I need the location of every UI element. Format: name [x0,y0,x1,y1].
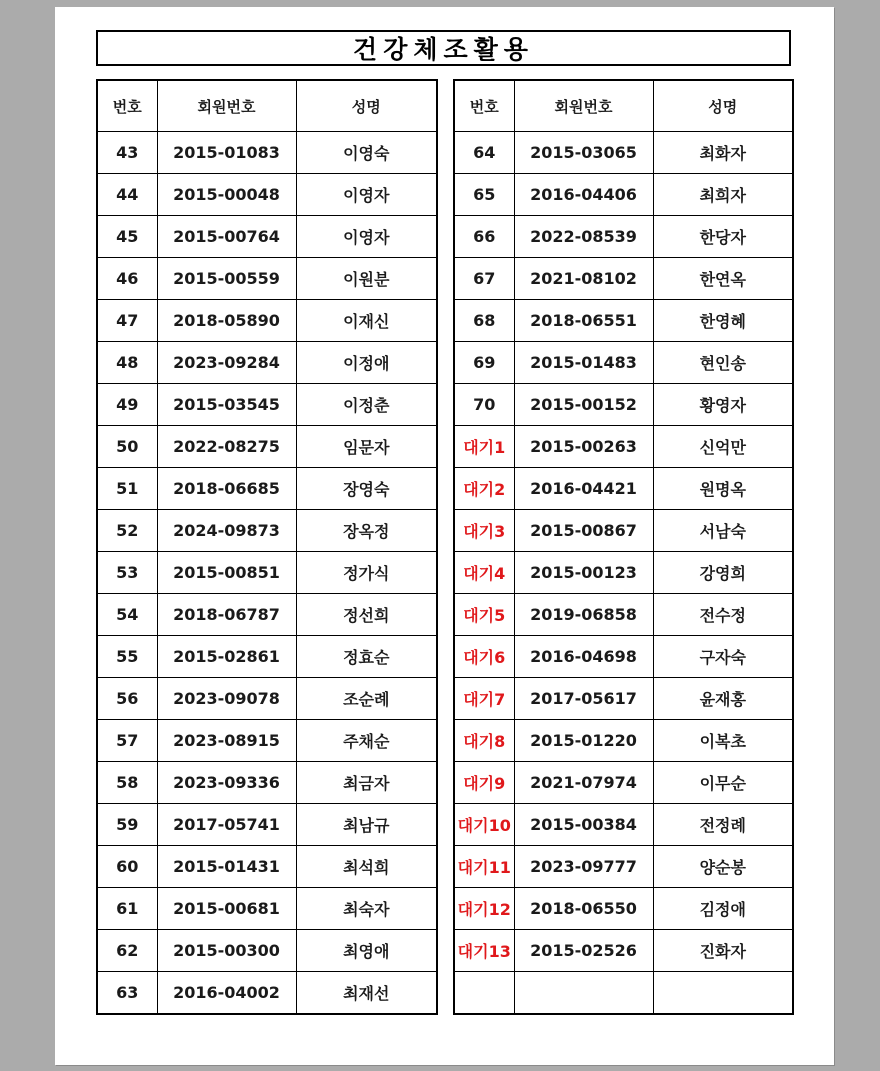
cell-no: 62 [97,930,157,972]
cell-member-id: 2015-01431 [157,846,296,888]
cell-no: 59 [97,804,157,846]
cell-no: 65 [454,174,514,216]
cell-member-id: 2023-09777 [514,846,653,888]
table-row [97,216,437,258]
cell-name: 강영희 [653,552,793,594]
cell-no: 70 [454,384,514,426]
table-row [97,888,437,930]
cell-name: 이영자 [296,216,437,258]
table-row [454,636,793,678]
cell-member-id: 2015-01220 [514,720,653,762]
cell-member-id: 2015-00263 [514,426,653,468]
cell-no: 47 [97,300,157,342]
cell-no: 대기4 [454,552,514,594]
cell-no: 64 [454,132,514,174]
header-no: 번호 [97,80,157,132]
cell-no: 57 [97,720,157,762]
document-title: 건강체조활용 [96,30,791,66]
cell-no: 대기3 [454,510,514,552]
table-row [454,804,793,846]
table-row [454,972,793,1015]
cell-member-id: 2015-03065 [514,132,653,174]
table-row [97,678,437,720]
cell-member-id: 2021-07974 [514,762,653,804]
header-name: 성명 [296,80,437,132]
cell-no: 69 [454,342,514,384]
cell-member-id: 2015-00681 [157,888,296,930]
cell-member-id: 2016-04421 [514,468,653,510]
cell-no: 대기11 [454,846,514,888]
cell-no: 대기6 [454,636,514,678]
cell-no: 58 [97,762,157,804]
cell-member-id: 2015-00152 [514,384,653,426]
cell-name: 이무순 [653,762,793,804]
roster-table-left [96,79,438,1015]
table-row [454,930,793,972]
cell-member-id: 2018-05890 [157,300,296,342]
cell-name: 이정애 [296,342,437,384]
cell-name: 주채순 [296,720,437,762]
cell-no [454,972,514,1015]
cell-member-id: 2016-04698 [514,636,653,678]
cell-name: 현인송 [653,342,793,384]
header-member-id: 회원번호 [514,80,653,132]
cell-no: 대기13 [454,930,514,972]
cell-member-id: 2016-04002 [157,972,296,1015]
table-row [97,552,437,594]
table-row [454,384,793,426]
table-row [97,930,437,972]
cell-no: 49 [97,384,157,426]
cell-no: 44 [97,174,157,216]
table-row [97,846,437,888]
table-row [97,342,437,384]
cell-name: 정가식 [296,552,437,594]
cell-name: 최재선 [296,972,437,1015]
table-row [97,972,437,1015]
table-row [454,258,793,300]
cell-name: 최숙자 [296,888,437,930]
cell-member-id: 2017-05617 [514,678,653,720]
cell-no: 대기1 [454,426,514,468]
cell-name: 최희자 [653,174,793,216]
cell-member-id: 2015-00048 [157,174,296,216]
cell-name: 이영자 [296,174,437,216]
cell-name: 김정애 [653,888,793,930]
cell-member-id: 2015-03545 [157,384,296,426]
table-row [97,720,437,762]
cell-name: 이영숙 [296,132,437,174]
cell-name: 윤재홍 [653,678,793,720]
cell-member-id: 2015-02861 [157,636,296,678]
table-row [454,342,793,384]
table-row [454,888,793,930]
cell-member-id: 2015-00851 [157,552,296,594]
cell-member-id: 2016-04406 [514,174,653,216]
cell-name: 임문자 [296,426,437,468]
cell-member-id: 2022-08539 [514,216,653,258]
table-row [97,384,437,426]
cell-name: 서남숙 [653,510,793,552]
cell-member-id: 2015-02526 [514,930,653,972]
table-row [97,804,437,846]
cell-name: 전정례 [653,804,793,846]
cell-no: 48 [97,342,157,384]
table-row [454,678,793,720]
cell-member-id: 2021-08102 [514,258,653,300]
cell-member-id: 2023-08915 [157,720,296,762]
cell-no: 46 [97,258,157,300]
cell-name: 최남규 [296,804,437,846]
cell-name: 진화자 [653,930,793,972]
cell-name: 황영자 [653,384,793,426]
cell-member-id: 2023-09078 [157,678,296,720]
roster-table-right [453,79,794,1015]
cell-no: 54 [97,594,157,636]
cell-name: 이재신 [296,300,437,342]
cell-member-id: 2015-00764 [157,216,296,258]
table-row [454,426,793,468]
cell-member-id: 2018-06787 [157,594,296,636]
cell-no: 대기8 [454,720,514,762]
cell-no: 56 [97,678,157,720]
cell-name: 최영애 [296,930,437,972]
cell-no: 대기9 [454,762,514,804]
cell-no: 43 [97,132,157,174]
cell-no: 45 [97,216,157,258]
table-row [454,132,793,174]
cell-member-id: 2018-06551 [514,300,653,342]
cell-name: 정선희 [296,594,437,636]
table-row [97,510,437,552]
cell-no: 63 [97,972,157,1015]
cell-no: 대기10 [454,804,514,846]
cell-name: 원명옥 [653,468,793,510]
cell-name: 이복초 [653,720,793,762]
cell-member-id: 2023-09284 [157,342,296,384]
cell-member-id: 2018-06685 [157,468,296,510]
header-row [97,80,437,132]
table-row [97,636,437,678]
cell-name: 전수정 [653,594,793,636]
cell-member-id: 2015-01083 [157,132,296,174]
cell-member-id: 2017-05741 [157,804,296,846]
cell-member-id: 2015-00123 [514,552,653,594]
table-row [97,426,437,468]
table-row [454,300,793,342]
table-row [454,216,793,258]
cell-name: 조순례 [296,678,437,720]
cell-name: 한연옥 [653,258,793,300]
header-no: 번호 [454,80,514,132]
cell-name: 장영숙 [296,468,437,510]
table-row [97,762,437,804]
cell-name: 신억만 [653,426,793,468]
cell-no: 대기2 [454,468,514,510]
cell-no: 60 [97,846,157,888]
cell-no: 대기5 [454,594,514,636]
table-row [97,468,437,510]
cell-no: 61 [97,888,157,930]
table-row [454,510,793,552]
table-row [454,552,793,594]
cell-no: 대기7 [454,678,514,720]
cell-no: 대기12 [454,888,514,930]
cell-no: 66 [454,216,514,258]
header-row [454,80,793,132]
cell-name: 최석희 [296,846,437,888]
cell-no: 55 [97,636,157,678]
table-row [97,594,437,636]
header-name: 성명 [653,80,793,132]
cell-member-id: 2022-08275 [157,426,296,468]
cell-name: 최화자 [653,132,793,174]
table-row [454,720,793,762]
cell-name [653,972,793,1015]
cell-no: 50 [97,426,157,468]
cell-no: 67 [454,258,514,300]
table-row [454,846,793,888]
table-row [97,300,437,342]
cell-member-id: 2024-09873 [157,510,296,552]
cell-no: 68 [454,300,514,342]
cell-member-id: 2015-00559 [157,258,296,300]
cell-member-id [514,972,653,1015]
cell-name: 구자숙 [653,636,793,678]
cell-member-id: 2023-09336 [157,762,296,804]
cell-member-id: 2019-06858 [514,594,653,636]
table-row [454,594,793,636]
cell-member-id: 2018-06550 [514,888,653,930]
cell-no: 52 [97,510,157,552]
cell-name: 정효순 [296,636,437,678]
table-row [97,258,437,300]
table-row [97,132,437,174]
cell-member-id: 2015-01483 [514,342,653,384]
table-row [454,762,793,804]
cell-member-id: 2015-00384 [514,804,653,846]
table-row [97,174,437,216]
cell-name: 양순봉 [653,846,793,888]
cell-no: 53 [97,552,157,594]
cell-name: 이원분 [296,258,437,300]
table-row [454,468,793,510]
cell-name: 이정춘 [296,384,437,426]
cell-name: 최금자 [296,762,437,804]
cell-member-id: 2015-00300 [157,930,296,972]
cell-name: 장옥정 [296,510,437,552]
cell-name: 한영혜 [653,300,793,342]
cell-member-id: 2015-00867 [514,510,653,552]
cell-no: 51 [97,468,157,510]
cell-name: 한당자 [653,216,793,258]
table-row [454,174,793,216]
header-member-id: 회원번호 [157,80,296,132]
